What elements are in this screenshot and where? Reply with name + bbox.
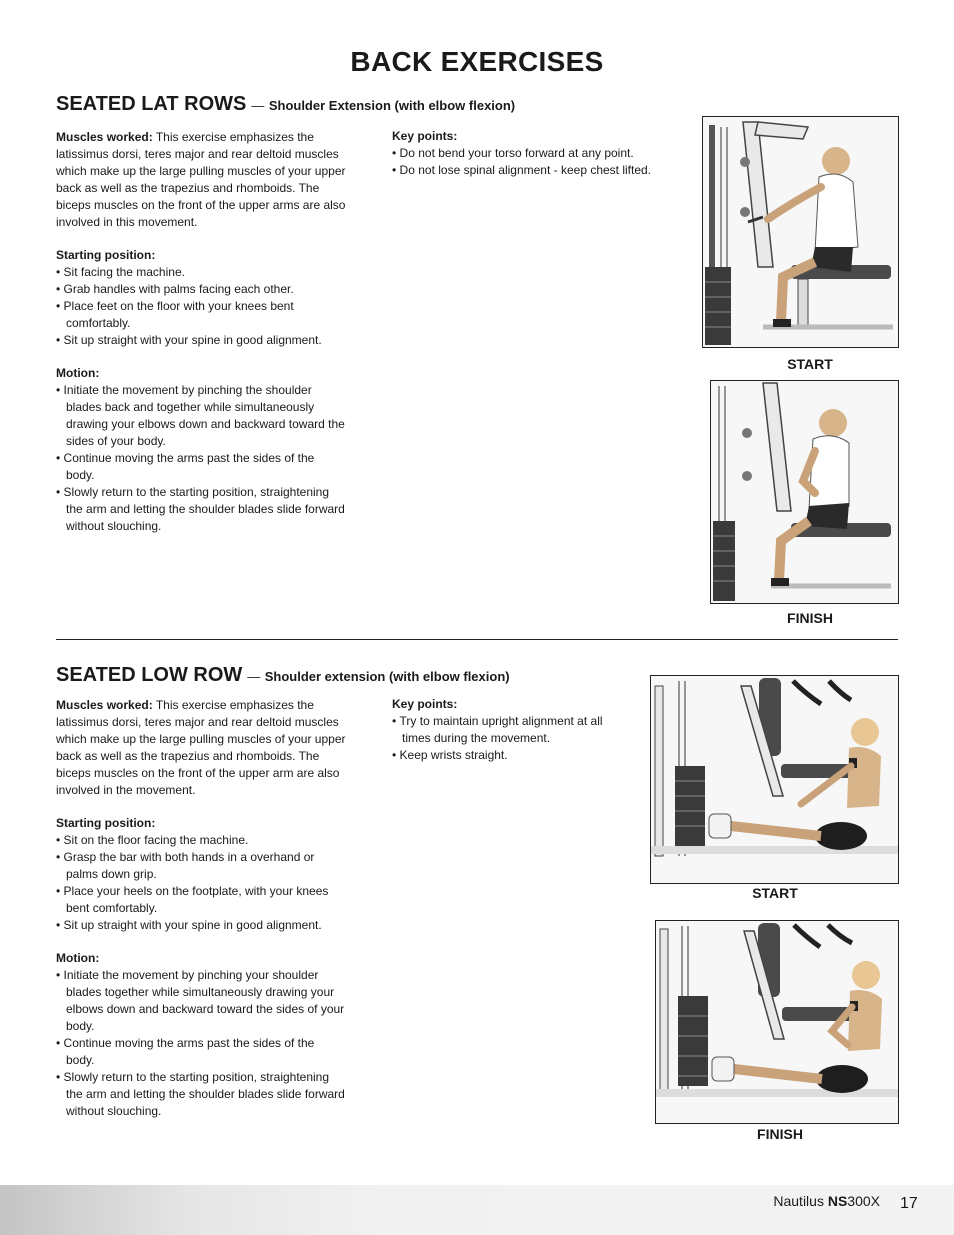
list-item: • Try to maintain upright alignment at all times during the movement. [392,713,632,747]
page-title: BACK EXERCISES [350,46,604,77]
list-item: • Do not lose spinal alignment - keep chest lifted. [392,162,657,179]
lat-rows-key-points [392,128,657,195]
motion-list [56,382,346,535]
key-points-label: Key points: [392,697,458,711]
key-points-label: Key points: [392,129,458,143]
list-item: • Slowly return to the starting position, straightening the arm and letting the shoulder blades slide forward without slouching. [56,484,346,535]
starting-position-list [56,264,346,349]
list-item: • Grasp the bar with both hands in a overhand or palms down grip. [56,849,346,883]
starting-position-label: Starting position: [56,816,156,830]
list-item: • Sit on the floor facing the machine. [56,832,346,849]
low-row-key-points [392,696,632,780]
section-title: SEATED LOW ROW [56,664,243,686]
low-row-start-photo [650,675,899,884]
lat-rows-instructions [56,129,346,551]
section-divider [56,639,898,640]
footer-brand [730,1193,880,1209]
lat-rows-start-photo [702,116,899,348]
list-item: • Keep wrists straight. [392,747,632,764]
list-item: • Do not bend your torso forward at any point. [392,145,657,162]
lat-rows-finish-photo [710,380,899,604]
list-item: • Slowly return to the starting position, straightening the arm and letting the shoulder blades slide forward without slouching. [56,1069,346,1120]
heading-dash: — [247,669,261,684]
low-row-finish-photo [655,920,899,1124]
brand-suffix: 300X [847,1193,880,1209]
starting-position-list [56,832,346,934]
list-item: • Sit up straight with your spine in good alignment. [56,332,346,349]
list-item: • Place your heels on the footplate, with your knees bent comfortably. [56,883,346,917]
section-subtitle: Shoulder Extension (with elbow flexion) [268,98,516,113]
lat-rows-finish-caption: FINISH [787,610,833,626]
muscles-worked-label: Muscles worked: [56,698,153,712]
muscles-worked-label: Muscles worked: [56,130,153,144]
key-points-list [392,145,657,179]
list-item: • Sit facing the machine. [56,264,346,281]
list-item: • Continue moving the arms past the sides of the body. [56,1035,346,1069]
motion-label: Motion: [56,366,100,380]
section-subtitle: Shoulder extension (with elbow flexion) [264,669,510,684]
page-number: 17 [900,1195,918,1212]
lat-rows-start-caption: START [787,356,833,372]
muscles-worked-text: This exercise emphasizes the latissimus dorsi, teres major and rear deltoid muscles which make up the large pulling muscles of your upper back as well as the trapezius and rhomboids. The biceps muscles on the front of the upper arms are also involved in this movement. [56,130,346,229]
section-title: SEATED LAT ROWS [56,93,247,115]
low-row-instructions [56,697,346,1136]
motion-list [56,967,346,1120]
list-item: • Place feet on the floor with your knees bent comfortably. [56,298,346,332]
muscles-worked-text: This exercise emphasizes the latissimus dorsi, teres major and rear deltoid muscles which make up the large pulling muscles of your upper back as well as the trapezius and rhomboids. The biceps muscles on the front of the upper arm are also involved in the movement. [56,698,346,797]
muscles-worked-paragraph [56,129,346,231]
list-item: • Initiate the movement by pinching your shoulder blades together while simultaneously drawing your elbows down and backward toward the sides of your body. [56,967,346,1035]
section-heading-lat-rows [56,93,515,116]
list-item: • Grab handles with palms facing each other. [56,281,346,298]
muscles-worked-paragraph [56,697,346,799]
section-heading-low-row [56,664,510,687]
brand-bold: NS [827,1193,848,1209]
brand-prefix: Nautilus [773,1193,828,1209]
heading-dash: — [251,98,265,113]
starting-position-label: Starting position: [56,248,156,262]
low-row-finish-caption: FINISH [757,1126,803,1142]
list-item: • Continue moving the arms past the sides of the body. [56,450,346,484]
list-item: • Sit up straight with your spine in good alignment. [56,917,346,934]
key-points-list [392,713,632,764]
motion-label: Motion: [56,951,100,965]
low-row-start-caption: START [752,885,798,901]
list-item: • Initiate the movement by pinching the shoulder blades back and together while simultaneously drawing your elbows down and backward toward the sides of your body. [56,382,346,450]
